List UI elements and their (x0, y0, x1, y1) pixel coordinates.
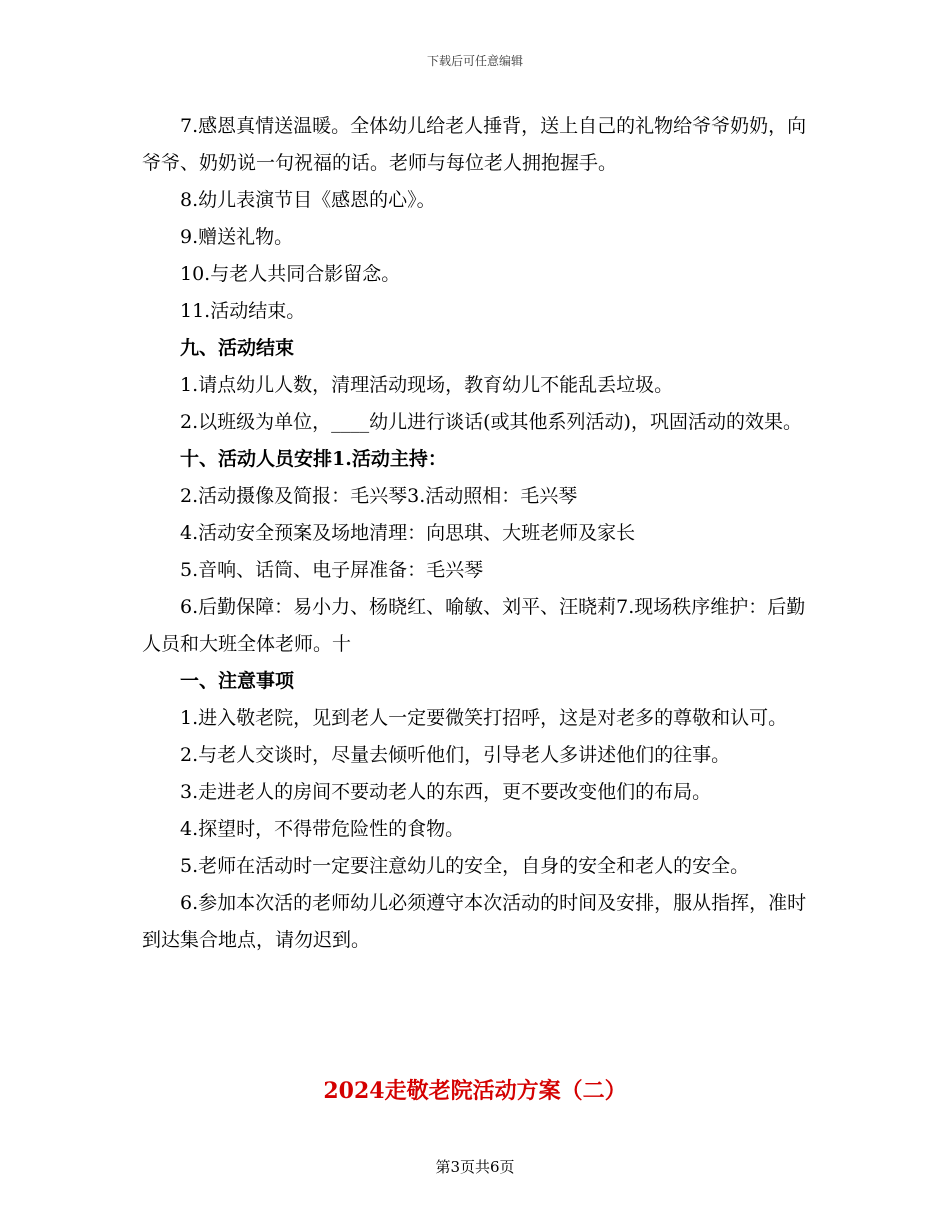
paragraph: 4.活动安全预案及场地清理：向思琪、大班老师及家长 (180, 522, 636, 544)
paragraph: 11.活动结束。 (180, 300, 306, 322)
paragraph: 10.与老人共同合影留念。 (180, 263, 401, 285)
paragraph: 5.老师在活动时一定要注意幼儿的安全，自身的安全和老人的安全。 (180, 855, 750, 877)
section-heading: 九、活动结束 (180, 337, 295, 359)
paragraph: 5.音响、话筒、电子屏准备：毛兴琴 (180, 559, 484, 581)
paragraph: 1.请点幼儿人数，清理活动现场，教育幼儿不能乱丢垃圾。 (180, 374, 674, 396)
section-heading: 一、注意事项 (180, 670, 295, 692)
document-body (142, 108, 814, 959)
paragraph: 4.探望时，不得带危险性的食物。 (180, 818, 465, 840)
paragraph: 1.进入敬老院，见到老人一定要微笑打招呼，这是对老多的尊敬和认可。 (180, 707, 788, 729)
paragraph: 3.走进老人的房间不要动老人的东西，更不要改变他们的布局。 (180, 781, 712, 803)
paragraph: 6.后勤保障：易小力、杨晓红、喻敏、刘平、汪晓莉7.现场秩序维护：后勤人员和大班全体老师。十 (142, 596, 806, 655)
paragraph: 7.感恩真情送温暖。全体幼儿给老人捶背，送上自己的礼物给爷爷奶奶，向爷爷、奶奶说一句祝福的话。老师与每位老人拥抱握手。 (142, 115, 807, 174)
paragraph: 6.参加本次活的老师幼儿必须遵守本次活动的时间及安排，服从指挥，准时到达集合地点，请勿迟到。 (142, 892, 807, 951)
paragraph: 2.以班级为单位，____幼儿进行谈话(或其他系列活动)，巩固活动的效果。 (180, 411, 802, 433)
paragraph: 2.与老人交谈时，尽量去倾听他们，引导老人多讲述他们的往事。 (180, 744, 731, 766)
section-heading: 十、活动人员安排1.活动主持： (180, 448, 447, 470)
paragraph: 9.赠送礼物。 (180, 226, 294, 248)
page-number: 第3页共6页 (435, 1158, 515, 1176)
paragraph: 2.活动摄像及简报：毛兴琴3.活动照相：毛兴琴 (180, 485, 578, 507)
page-header: 下载后可任意编辑 (426, 54, 523, 68)
next-section-title: 2024走敬老院活动方案（二） (323, 1078, 627, 1104)
paragraph: 8.幼儿表演节目《感恩的心》。 (180, 189, 436, 211)
